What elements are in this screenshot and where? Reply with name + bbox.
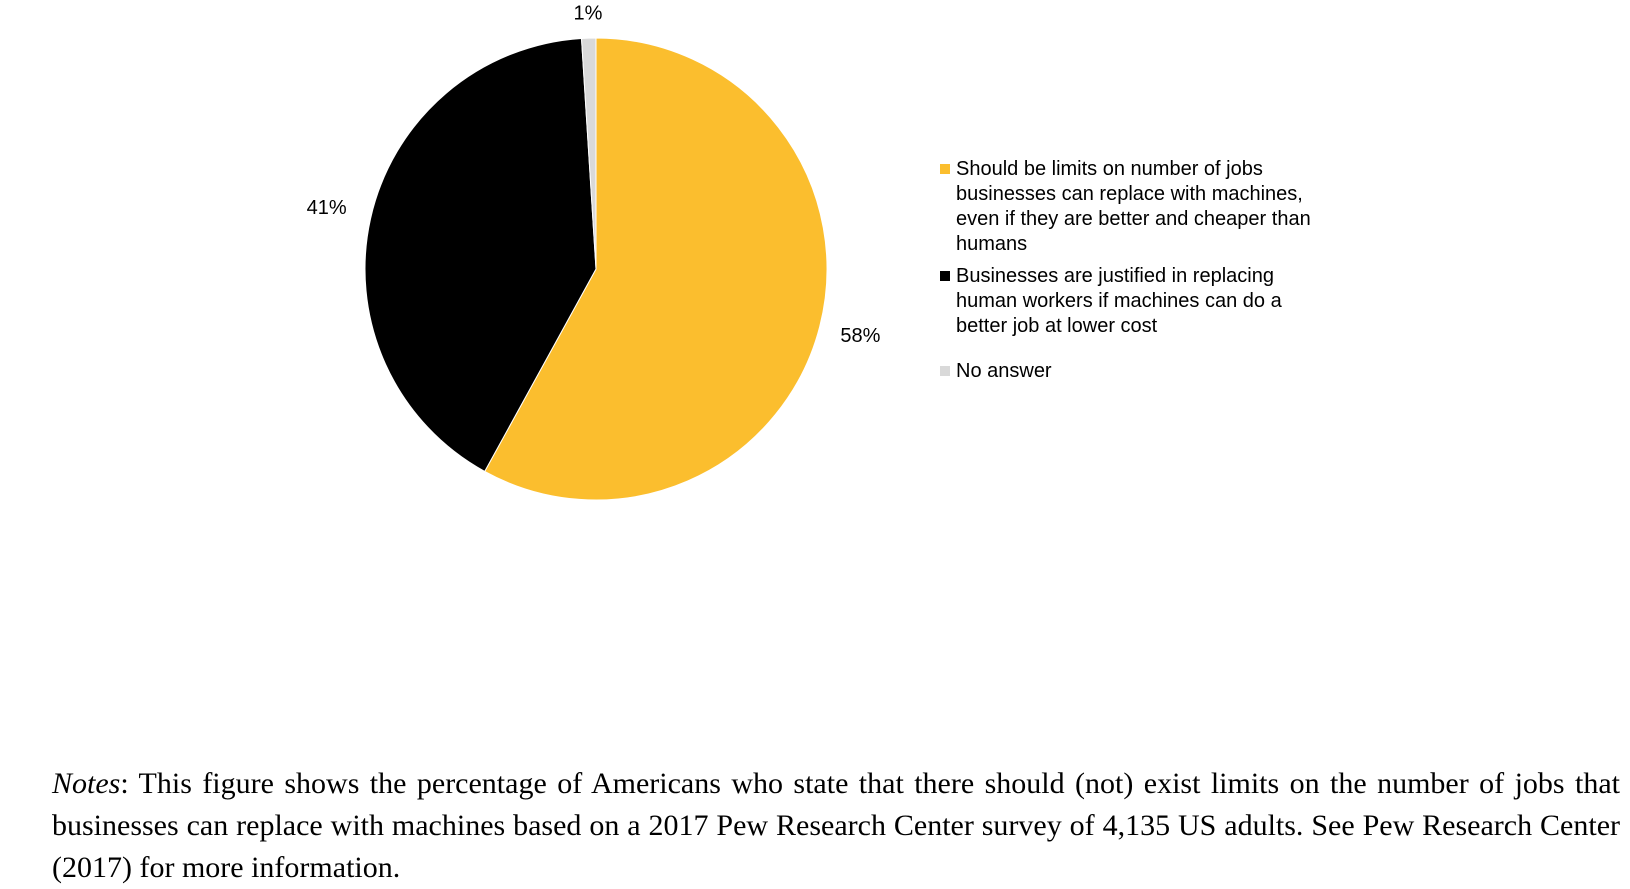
legend-label-justified: Businesses are justified in replacing human workers if machines can do a better job at lower cost: [956, 265, 1282, 337]
notes-label: Notes: [52, 767, 121, 800]
pct-label-limits: 58%: [840, 325, 881, 348]
figure-notes: [52, 763, 1620, 889]
legend-swatch-justified: [940, 271, 950, 281]
legend-swatch-no-answer: [940, 366, 950, 376]
legend-swatch-limits: [940, 164, 950, 174]
chart-legend: [940, 157, 1360, 391]
legend-label-no-answer: No answer: [956, 360, 1052, 382]
legend-item-limits: [940, 157, 1360, 257]
pct-label-no-answer: 1%: [573, 2, 603, 25]
legend-item-no-answer: [940, 359, 1360, 384]
notes-text: : This figure shows the percentage of Americans who state that there should (not) exist limits on the number of jobs that businesses can replace with machines based on a 2017 Pew Research Center survey of 4,135 US adults. See Pew Research Center (2017) for more information.: [52, 767, 1620, 884]
pct-label-justified: 41%: [306, 197, 347, 220]
legend-item-justified: [940, 264, 1360, 339]
legend-label-limits: Should be limits on number of jobs businesses can replace with machines, even if they are better and cheaper than humans: [956, 158, 1311, 255]
